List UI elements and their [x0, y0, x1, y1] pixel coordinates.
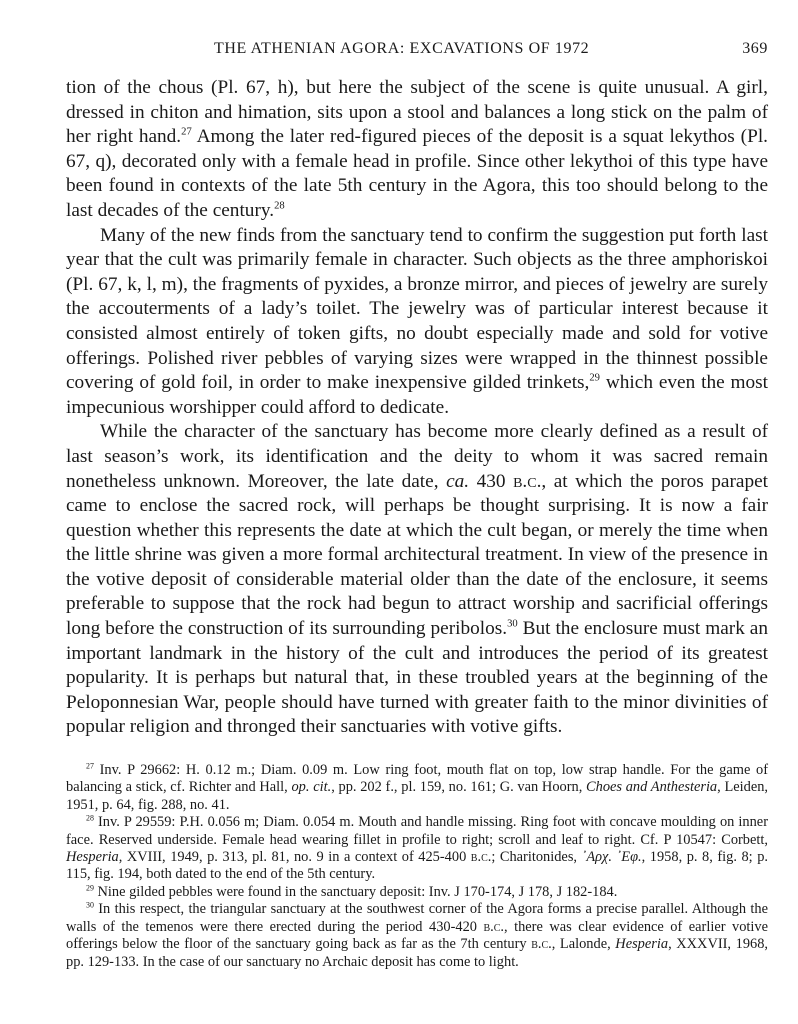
italic-text: Hesperia: [66, 849, 119, 866]
text-run: , there was clear evidence of earlier votive offerings below the floor of the sanctuary going back as far as the 7th century: [66, 918, 768, 953]
italic-text: ca.: [446, 470, 470, 492]
text-run: tion of the chous (Pl. 67, h), but here the subject of the scene is quite unusual. A girl, dressed in chiton and himation, sits upon a stool and balances a long stick on the palm of her right hand.: [66, 77, 768, 148]
footnote-27: [66, 762, 768, 814]
text-run: ; Charitonides,: [491, 849, 582, 866]
text-run: , XXXVII, 1968, pp. 129-133. In the case of our sanctuary no Archaic deposit has come to light.: [66, 936, 768, 970]
paragraph-3: [66, 420, 768, 740]
footnote-ref: 30: [507, 618, 518, 630]
footnote-ref: 27: [86, 761, 94, 771]
footnote-ref: 29: [86, 883, 94, 893]
text-run: , Leiden, 1951, p. 64, fig. 288, no. 41.: [66, 779, 769, 813]
italic-text: Choes and Anthesteria: [586, 779, 718, 796]
footnote-28: [66, 814, 768, 884]
paragraph-1: [66, 76, 768, 224]
italic-text: op. cit.: [291, 779, 332, 796]
footnote-ref: 28: [86, 813, 94, 823]
text-run: While the character of the sanctuary has become more clearly defined as a result of last season’s work, its identification and the deity to whom it was sacred remain nonetheless unknown. Moreover, the late date,: [66, 421, 768, 492]
document-page: [66, 40, 768, 971]
footnote-ref: 30: [86, 900, 94, 910]
running-title: THE ATHENIAN AGORA: EXCAVATIONS OF 1972: [214, 40, 590, 57]
page-number: 369: [742, 40, 768, 57]
text-run: Nine gilded pebbles were found in the sanctuary deposit: Inv. J 170-174, J 178, J 182-184.: [93, 883, 618, 900]
footnote-29: [66, 884, 768, 901]
text-run: Inv. P 29559: P.H. 0.056 m; Diam. 0.054 m. Mouth and handle missing. Ring foot with concave moulding on inner face. Reserved underside. Female head wearing fillet in profile to right; scroll and leaf to right. Cf. P 10547: Corbett,: [66, 814, 768, 848]
text-run: 430: [469, 470, 514, 492]
small-caps-text: b.c.: [483, 918, 505, 935]
running-header: [66, 40, 768, 66]
italic-text: ᾿Αρχ. ᾿Εφ.: [581, 849, 642, 866]
text-run: Many of the new finds from the sanctuary tend to confirm the suggestion put forth last year that the cult was primarily female in character. Such objects as the three amphoriskoi (Pl. 67, k, l, m), the fragments of pyxides, a bronze mirror, and pieces of jewelry are surely the accouterments of a lady’s toilet. The jewelry was of particular interest because it consisted almost entirely of token gifts, no doubt especially made and sold for votive offerings. Polished river pebbles of varying sizes were wrapped in the thinnest possible covering of gold foil, in order to make inexpensive gilded trinkets,: [66, 224, 768, 394]
footnotes: [66, 762, 768, 971]
text-run: which even the most impecunious worshipper could afford to dedicate.: [66, 372, 768, 418]
text-run: , XVIII, 1949, p. 313, pl. 81, no. 9 in a context of 425-400: [118, 849, 471, 866]
text-run: , at which the poros parapet came to enclose the sacred rock, will perhaps be thought surprising. It is now a fair question whether this represents the date at which the cult began, or merely the time when the little shrine was given a more formal architectural treatment. In view of the presence in the votive deposit of considerable material older than the date of the enclosure, it seems preferable to suppose that the rock had begun to attract worship and sacrificial offerings long before the construction of its surrounding peribolos.: [66, 470, 769, 640]
footnote-ref: 28: [274, 200, 285, 212]
footnote-ref: 29: [589, 372, 600, 384]
text-run: , Lalonde,: [551, 936, 616, 953]
paragraph-2: [66, 224, 768, 421]
text-run: But the enclosure must mark an important landmark in the history of the cult and introduces the period of its greatest popularity. It is perhaps but natural that, in these troubled years at the beginning of the Peloponnesian War, people should have turned with greater faith to the minor divinities of popular religion and thronged their sanctuaries with votive gifts.: [66, 618, 768, 738]
footnote-30: [66, 901, 768, 971]
text-run: Among the later red-figured pieces of the deposit is a squat lekythos (Pl. 67, q), decorated only with a female head in profile. Since other lekythoi of this type have been found in contexts of the late 5th century in the Agora, this too should belong to the last decades of the century.: [66, 126, 768, 221]
small-caps-text: b.c.: [531, 936, 552, 953]
text-run: , 1958, p. 8, fig. 8; p. 115, fig. 194, both dated to the end of the 5th century.: [66, 849, 768, 883]
text-run: , pp. 202 f., pl. 159, no. 161; G. van Hoorn,: [331, 779, 587, 796]
body-text: [66, 76, 768, 740]
small-caps-text: b.c.: [513, 470, 542, 492]
small-caps-text: b.c.: [470, 849, 492, 866]
italic-text: Hesperia: [615, 936, 669, 953]
text-run: In this respect, the triangular sanctuary at the southwest corner of the Agora forms a precise parallel. Although the walls of the temenos were there erected during the period 430-420: [66, 901, 768, 935]
text-run: Inv. P 29662: H. 0.12 m.; Diam. 0.09 m. Low ring foot, mouth flat on top, low strap handle. For the game of balancing a stick, cf. Richter and Hall,: [66, 762, 768, 796]
footnote-ref: 27: [181, 126, 192, 138]
